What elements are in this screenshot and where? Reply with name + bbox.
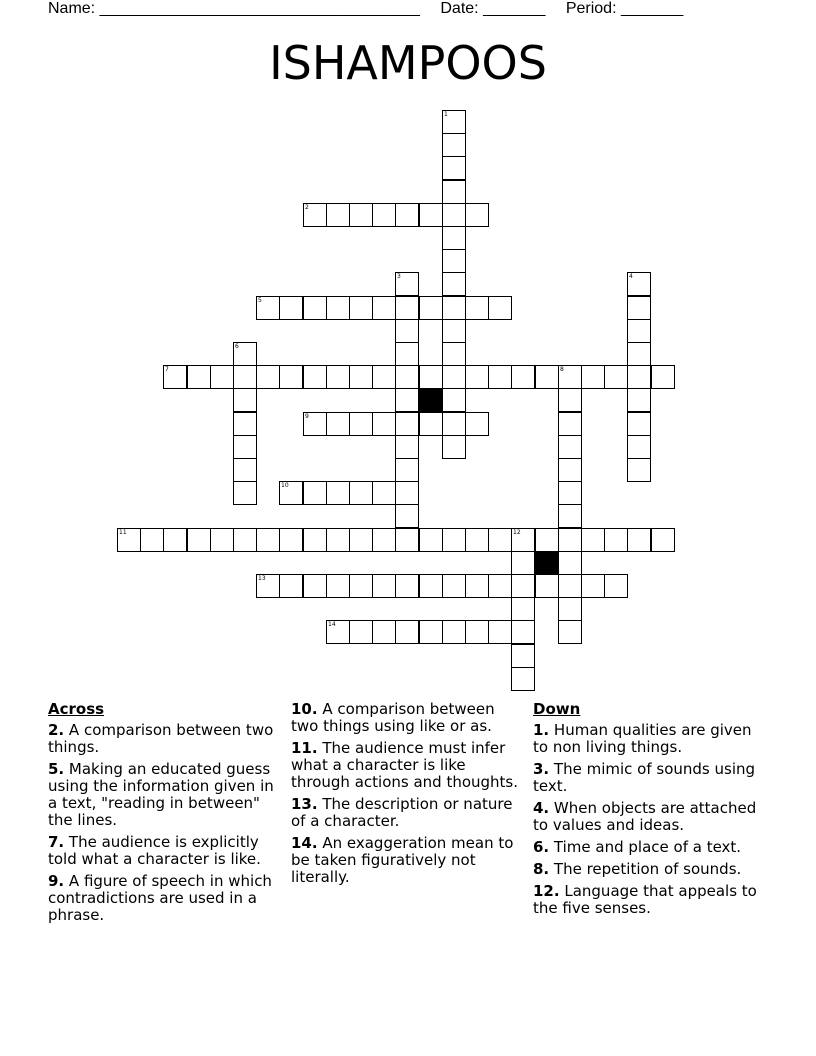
grid-cell[interactable] <box>372 365 396 389</box>
across-heading: Across <box>48 700 105 718</box>
grid-cell[interactable] <box>395 365 419 389</box>
grid-cell[interactable] <box>419 296 443 320</box>
grid-cell[interactable] <box>511 574 535 598</box>
grid-cell[interactable] <box>511 644 535 668</box>
grid-cell[interactable] <box>210 365 234 389</box>
grid-cell[interactable] <box>535 528 559 552</box>
grid-cell[interactable] <box>372 412 396 436</box>
down-clues-column <box>533 701 769 922</box>
grid-cell[interactable] <box>256 296 280 320</box>
cell-number: 7 <box>165 366 169 373</box>
grid-cell[interactable] <box>279 528 303 552</box>
cell-number: 14 <box>328 621 336 628</box>
grid-cell[interactable] <box>442 133 466 157</box>
cell-number: 6 <box>235 343 239 350</box>
grid-cell[interactable] <box>233 412 257 436</box>
grid-cell[interactable] <box>488 574 512 598</box>
grid-cell[interactable] <box>627 412 651 436</box>
cell-number: 4 <box>629 273 633 280</box>
grid-cell[interactable] <box>581 365 605 389</box>
grid-cell[interactable] <box>163 365 187 389</box>
clue-across-11: 11. The audience must infer what a character is like through actions and thoughts. <box>291 739 519 791</box>
clue-across-2: 2. A comparison between two things. <box>48 721 274 756</box>
grid-cell[interactable] <box>303 203 327 227</box>
grid-cell[interactable] <box>419 365 443 389</box>
grid-cell[interactable] <box>419 620 443 644</box>
grid-cell[interactable] <box>627 272 651 296</box>
cell-number: 11 <box>119 529 127 536</box>
grid-cell[interactable] <box>303 528 327 552</box>
grid-cell[interactable] <box>326 528 350 552</box>
grid-cell[interactable] <box>488 620 512 644</box>
clue-across-13: 13. The description or nature of a character. <box>291 795 513 830</box>
grid-cell[interactable] <box>395 272 419 296</box>
grid-cell[interactable] <box>256 574 280 598</box>
grid-cell[interactable] <box>349 620 373 644</box>
grid-cell[interactable] <box>627 342 651 366</box>
grid-cell[interactable] <box>349 528 373 552</box>
grid-cell[interactable] <box>442 296 466 320</box>
grid-cell[interactable] <box>326 620 350 644</box>
grid-cell[interactable] <box>349 203 373 227</box>
grid-cell[interactable] <box>233 481 257 505</box>
grid-cell[interactable] <box>627 319 651 343</box>
grid-cell[interactable] <box>349 574 373 598</box>
grid-cell[interactable] <box>395 435 419 459</box>
cell-number: 2 <box>305 204 309 211</box>
grid-cell[interactable] <box>303 412 327 436</box>
grid-cell[interactable] <box>465 574 489 598</box>
grid-cell[interactable] <box>581 574 605 598</box>
clue-down-3: 3. The mimic of sounds using text. <box>533 760 756 795</box>
clue-down-12: 12. Language that appeals to the five senses. <box>533 882 757 917</box>
grid-cell[interactable] <box>372 203 396 227</box>
grid-cell[interactable] <box>372 620 396 644</box>
grid-cell[interactable] <box>558 528 582 552</box>
grid-cell[interactable] <box>488 365 512 389</box>
cell-number: 10 <box>281 482 289 489</box>
grid-cell[interactable] <box>279 296 303 320</box>
grid-cell[interactable] <box>465 412 489 436</box>
clue-across-7: 7. The audience is explicitly told what a character is like. <box>48 833 261 868</box>
grid-cell[interactable] <box>442 435 466 459</box>
grid-cell[interactable] <box>256 365 280 389</box>
grid-cell[interactable] <box>627 365 651 389</box>
grid-cell[interactable] <box>558 551 582 575</box>
grid-cell[interactable] <box>511 620 535 644</box>
grid-cell[interactable] <box>419 528 443 552</box>
grid-cell[interactable] <box>117 528 141 552</box>
cell-number: 12 <box>513 529 521 536</box>
grid-cell[interactable] <box>233 388 257 412</box>
grid-cell[interactable] <box>233 528 257 552</box>
clue-down-8: 8. The repetition of sounds. <box>533 860 742 878</box>
grid-cell[interactable] <box>349 365 373 389</box>
grid-cell[interactable] <box>558 597 582 621</box>
grid-cell[interactable] <box>303 481 327 505</box>
grid-cell[interactable] <box>187 365 211 389</box>
grid-cell[interactable] <box>488 528 512 552</box>
clue-down-1: 1. Human qualities are given to non living things. <box>533 721 752 756</box>
grid-cell[interactable] <box>511 597 535 621</box>
grid-cell[interactable] <box>233 435 257 459</box>
grid-cell[interactable] <box>465 528 489 552</box>
cell-number: 9 <box>305 413 309 420</box>
clue-across-14: 14. An exaggeration mean to be taken figuratively not literally. <box>291 834 514 886</box>
grid-cell[interactable] <box>419 203 443 227</box>
grid-cell[interactable] <box>395 574 419 598</box>
grid-cell[interactable] <box>256 528 280 552</box>
grid-cell[interactable] <box>140 528 164 552</box>
grid-cell[interactable] <box>558 435 582 459</box>
cell-number: 3 <box>397 273 401 280</box>
grid-cell[interactable] <box>535 365 559 389</box>
grid-cell[interactable] <box>465 296 489 320</box>
cell-number: 8 <box>560 366 564 373</box>
name-field[interactable]: Name: ____________________________________ <box>48 0 420 17</box>
grid-cell[interactable] <box>349 412 373 436</box>
grid-cell[interactable] <box>442 342 466 366</box>
grid-cell[interactable] <box>511 667 535 691</box>
grid-cell[interactable] <box>558 412 582 436</box>
grid-cell[interactable] <box>442 412 466 436</box>
grid-cell[interactable] <box>233 342 257 366</box>
grid-cell[interactable] <box>627 296 651 320</box>
grid-cell[interactable] <box>558 504 582 528</box>
grid-cell[interactable] <box>279 365 303 389</box>
grid-cell[interactable] <box>279 574 303 598</box>
grid-cell[interactable] <box>303 365 327 389</box>
grid-cell[interactable] <box>233 365 257 389</box>
clue-across-9: 9. A figure of speech in which contradictions are used in a phrase. <box>48 872 272 924</box>
grid-cell[interactable] <box>558 365 582 389</box>
grid-cell[interactable] <box>604 574 628 598</box>
grid-cell[interactable] <box>465 620 489 644</box>
puzzle-title: ISHAMPOOS <box>269 36 547 90</box>
grid-cell[interactable] <box>419 574 443 598</box>
grid-cell[interactable] <box>558 458 582 482</box>
grid-cell[interactable] <box>419 412 443 436</box>
grid-cell[interactable] <box>326 296 350 320</box>
grid-cell[interactable] <box>511 528 535 552</box>
grid-cell[interactable] <box>488 296 512 320</box>
grid-cell[interactable] <box>395 528 419 552</box>
clue-across-10: 10. A comparison between two things using like or as. <box>291 700 495 735</box>
grid-cell[interactable] <box>372 528 396 552</box>
grid-cell[interactable] <box>627 458 651 482</box>
grid-cell[interactable] <box>581 528 605 552</box>
grid-cell[interactable] <box>395 620 419 644</box>
grid-cell[interactable] <box>651 528 675 552</box>
grid-cell[interactable] <box>303 574 327 598</box>
grid-cell[interactable] <box>511 551 535 575</box>
period-field[interactable]: Period: _______ <box>565 0 684 17</box>
grid-cell[interactable] <box>326 203 350 227</box>
grid-cell[interactable] <box>395 203 419 227</box>
grid-cell[interactable] <box>442 528 466 552</box>
grid-cell[interactable] <box>442 319 466 343</box>
grid-cell[interactable] <box>535 574 559 598</box>
clue-down-6: 6. Time and place of a text. <box>533 838 742 856</box>
grid-cell[interactable] <box>395 412 419 436</box>
grid-cell[interactable] <box>442 203 466 227</box>
grid-cell[interactable] <box>465 203 489 227</box>
grid-cell[interactable] <box>511 365 535 389</box>
blocked-cell <box>535 551 559 575</box>
grid-cell[interactable] <box>279 481 303 505</box>
grid-cell[interactable] <box>303 296 327 320</box>
grid-cell[interactable] <box>349 481 373 505</box>
grid-cell[interactable] <box>442 180 466 204</box>
grid-cell[interactable] <box>651 365 675 389</box>
grid-cell[interactable] <box>442 272 466 296</box>
grid-cell[interactable] <box>627 528 651 552</box>
grid-cell[interactable] <box>442 249 466 273</box>
grid-cell[interactable] <box>442 620 466 644</box>
grid-cell[interactable] <box>349 296 373 320</box>
grid-cell[interactable] <box>326 412 350 436</box>
grid-cell[interactable] <box>395 458 419 482</box>
across-clues-column-1 <box>48 701 278 929</box>
grid-cell[interactable] <box>442 365 466 389</box>
grid-cell[interactable] <box>395 388 419 412</box>
grid-cell[interactable] <box>395 296 419 320</box>
cell-number: 5 <box>258 297 262 304</box>
grid-cell[interactable] <box>442 156 466 180</box>
grid-cell[interactable] <box>558 620 582 644</box>
grid-cell[interactable] <box>558 388 582 412</box>
down-heading: Down <box>533 700 581 718</box>
grid-cell[interactable] <box>372 574 396 598</box>
clue-across-5: 5. Making an educated guess using the information given in a text, "reading in between" the lines. <box>48 760 274 829</box>
grid-cell[interactable] <box>465 365 489 389</box>
grid-cell[interactable] <box>442 110 466 134</box>
grid-cell[interactable] <box>326 481 350 505</box>
grid-cell[interactable] <box>395 319 419 343</box>
grid-cell[interactable] <box>372 296 396 320</box>
grid-cell[interactable] <box>558 574 582 598</box>
grid-cell[interactable] <box>395 504 419 528</box>
grid-cell[interactable] <box>627 388 651 412</box>
grid-cell[interactable] <box>395 342 419 366</box>
grid-cell[interactable] <box>604 528 628 552</box>
grid-cell[interactable] <box>187 528 211 552</box>
grid-cell[interactable] <box>442 388 466 412</box>
grid-cell[interactable] <box>395 481 419 505</box>
grid-cell[interactable] <box>442 574 466 598</box>
grid-cell[interactable] <box>326 365 350 389</box>
blocked-cell <box>419 388 443 412</box>
grid-cell[interactable] <box>233 458 257 482</box>
grid-cell[interactable] <box>604 365 628 389</box>
grid-cell[interactable] <box>372 481 396 505</box>
date-field[interactable]: Date: _______ <box>440 0 546 17</box>
clue-down-4: 4. When objects are attached to values and ideas. <box>533 799 757 834</box>
grid-cell[interactable] <box>627 435 651 459</box>
cell-number: 1 <box>444 111 448 118</box>
grid-cell[interactable] <box>163 528 187 552</box>
grid-cell[interactable] <box>326 574 350 598</box>
grid-cell[interactable] <box>558 481 582 505</box>
across-clues-column-2 <box>291 701 521 891</box>
grid-cell[interactable] <box>210 528 234 552</box>
grid-cell[interactable] <box>442 226 466 250</box>
cell-number: 13 <box>258 575 266 582</box>
